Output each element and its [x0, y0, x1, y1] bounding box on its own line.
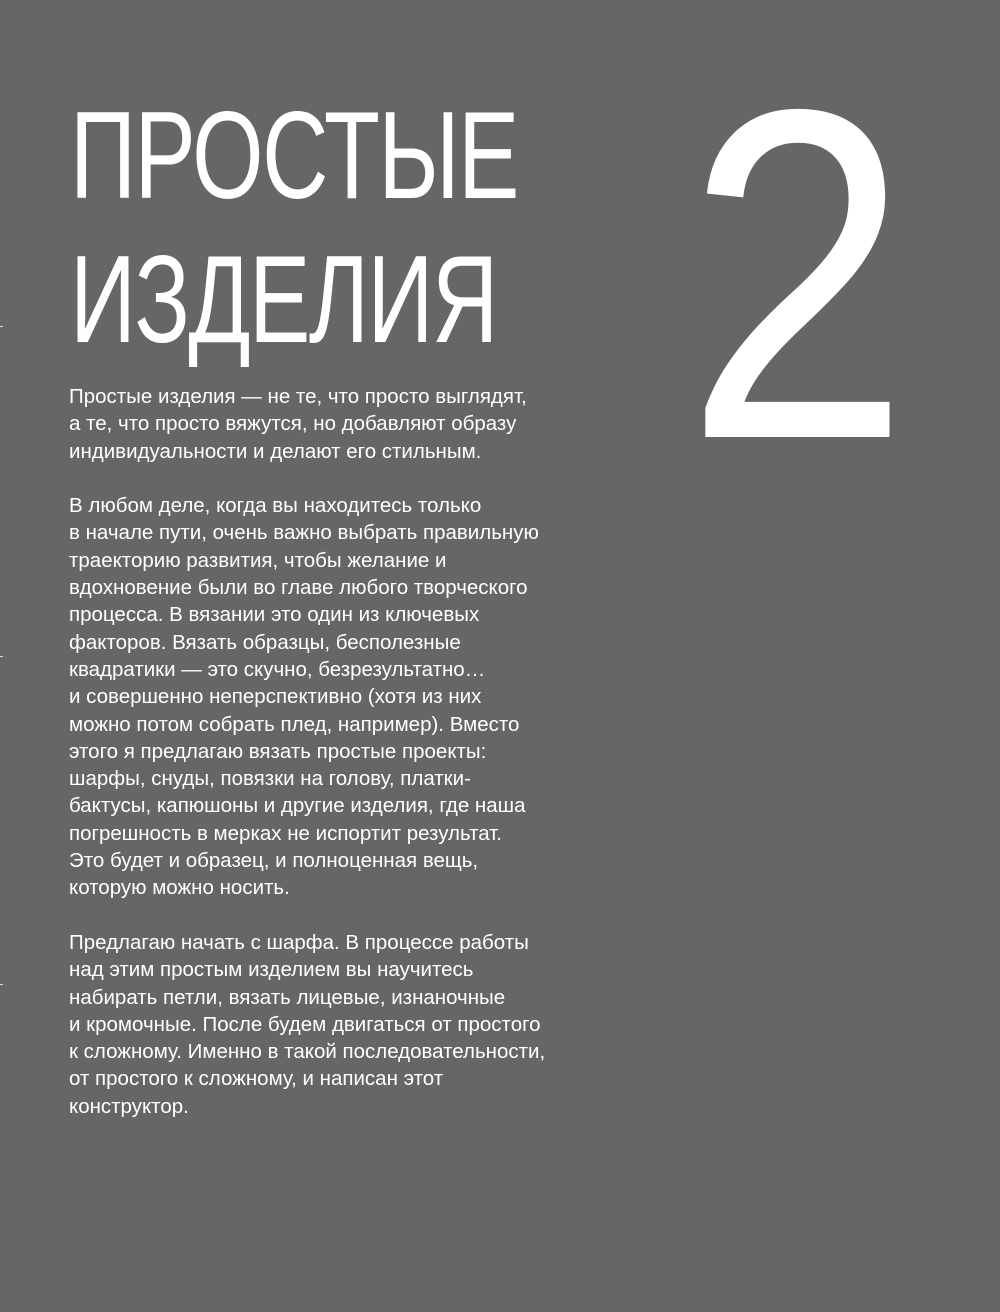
chapter-title-line-1: ПРОСТЫЕ	[70, 87, 518, 225]
chapter-title	[70, 84, 518, 372]
body-text	[69, 383, 609, 1147]
text-line: набирать петли, вязать лицевые, изнаночные	[69, 985, 506, 1009]
text-line: и совершенно неперспективно (хотя из них	[69, 685, 482, 709]
text-line: В любом деле, когда вы находитесь только	[69, 494, 482, 518]
text-line: можно потом собрать плед, например). Вместо	[69, 712, 520, 736]
chapter-title-line-2: ИЗДЕЛИЯ	[70, 231, 497, 369]
paragraph-intro	[69, 383, 609, 465]
text-line: квадратики — это скучно, безрезультатно…	[69, 657, 486, 681]
text-line: факторов. Вязать образцы, бесполезные	[69, 630, 461, 654]
paragraph-approach	[69, 492, 609, 901]
text-line: бактусы, капюшоны и другие изделия, где наша	[69, 794, 526, 818]
text-line: от простого к сложному, и написан этот	[69, 1067, 444, 1091]
text-line: в начале пути, очень важно выбрать правильную	[69, 521, 539, 545]
text-line: Простые изделия — не те, что просто выглядят,	[69, 385, 527, 408]
text-line: к сложному. Именно в такой последовательности,	[69, 1040, 546, 1064]
paragraph-start	[69, 929, 609, 1120]
crop-mark	[0, 984, 3, 985]
text-line: этого я предлагаю вязать простые проекты:	[69, 739, 487, 763]
text-line: шарфы, снуды, повязки на голову, платки-	[69, 767, 471, 791]
text-line: погрешность в мерках не испортит результат.	[69, 821, 502, 845]
crop-mark	[0, 326, 3, 327]
text-line: Предлагаю начать с шарфа. В процессе работы	[69, 930, 529, 954]
text-line: которую можно носить.	[69, 876, 290, 900]
chapter-number: 2	[685, 12, 910, 537]
text-line: траекторию развития, чтобы желание и	[69, 548, 447, 572]
text-line: Это будет и образец, и полноценная вещь,	[69, 849, 479, 873]
text-line: конструктор.	[69, 1094, 189, 1118]
text-line: а те, что просто вяжутся, но добавляют образу	[69, 412, 517, 436]
crop-mark	[0, 656, 3, 657]
text-line: индивидуальности и делают его стильным.	[69, 439, 482, 463]
text-line: вдохновение были во главе любого творческого	[69, 576, 528, 600]
text-line: над этим простым изделием вы научитесь	[69, 958, 474, 982]
text-line: и кромочные. После будем двигаться от простого	[69, 1012, 541, 1036]
text-line: процесса. В вязании это один из ключевых	[69, 603, 480, 627]
